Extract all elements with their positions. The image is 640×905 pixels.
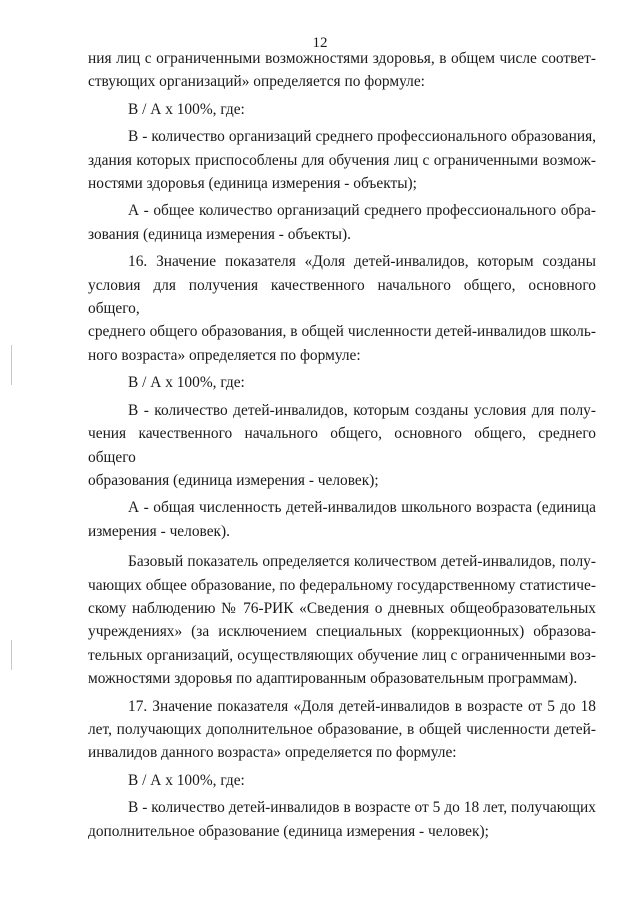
document-body	[88, 47, 596, 843]
formula-line	[88, 98, 596, 121]
text-line: В / А х 100%, где:	[128, 771, 245, 789]
formula-line	[88, 769, 596, 792]
text-line: В - количество детей-инвалидов, которым созданы условия для полу-	[128, 401, 596, 419]
text-line: В - количество детей-инвалидов в возрасте от 5 до 18 лет, получающих	[128, 799, 596, 817]
text-line: В - количество организаций среднего профессионального образования,	[128, 128, 596, 146]
paragraph	[88, 695, 596, 765]
scan-edge-mark	[11, 640, 12, 670]
text-line: ствующих организаций» определяется по формуле:	[88, 73, 425, 91]
text-line: В / А х 100%, где:	[128, 374, 245, 392]
text-line: здания которых приспособлены для обучения лиц с ограниченными возмож-	[88, 151, 596, 169]
text-line: ностями здоровья (единица измерения - объекты);	[88, 175, 417, 193]
paragraph	[88, 496, 596, 543]
scan-edge-mark	[11, 345, 12, 385]
text-line: учреждениях» (за исключением специальных (коррекционных) образова-	[88, 623, 596, 641]
text-line: ния лиц с ограниченными возможностями здоровья, в общем числе соответ-	[88, 50, 596, 67]
text-line: инвалидов данного возраста» определяется по формуле:	[88, 744, 457, 762]
paragraph	[88, 47, 596, 94]
text-line: ного возраста» определяется по формуле:	[88, 346, 361, 364]
page-number: 12	[312, 35, 328, 51]
paragraph	[88, 796, 596, 843]
text-line: можностями здоровья по адаптированным образовательным программам).	[88, 670, 578, 688]
paragraph	[88, 199, 596, 246]
text-line: скому наблюдению № 76-РИК «Сведения о дневных общеобразовательных	[88, 599, 596, 617]
text-line: В / А х 100%, где:	[128, 100, 245, 118]
formula-line	[88, 371, 596, 394]
paragraph	[88, 550, 596, 690]
text-line: чающих общее образование, по федеральному государственному статистиче-	[88, 576, 596, 594]
paragraph	[88, 250, 596, 367]
text-line: тельных организаций, осуществляющих обучение лиц с ограниченными воз-	[88, 646, 596, 664]
text-line: измерения - человек).	[88, 522, 230, 540]
text-line: условия для получения качественного начального общего, основного общего,	[88, 276, 596, 318]
text-line: среднего общего образования, в общей численности детей-инвалидов школь-	[88, 323, 596, 341]
text-line: дополнительное образование (единица измерения - человек);	[88, 822, 489, 840]
text-line: образования (единица измерения - человек);	[88, 471, 379, 489]
paragraph	[88, 399, 596, 493]
text-line: Базовый показатель определяется количеством детей-инвалидов, полу-	[128, 553, 596, 571]
text-line: А - общее количество организаций среднего профессионального обра-	[128, 202, 596, 220]
text-line: зования (единица измерения - объекты).	[88, 225, 352, 243]
text-line: лет, получающих дополнительное образование, в общей численности детей-	[88, 720, 596, 738]
paragraph	[88, 125, 596, 195]
text-line: А - общая численность детей-инвалидов школьного возраста (единица	[128, 499, 596, 517]
text-line: 16. Значение показателя «Доля детей-инвалидов, которым созданы	[128, 253, 596, 271]
text-line: чения качественного начального общего, основного общего, среднего общего	[88, 425, 596, 466]
text-line: 17. Значение показателя «Доля детей-инвалидов в возрасте от 5 до 18	[128, 697, 596, 715]
